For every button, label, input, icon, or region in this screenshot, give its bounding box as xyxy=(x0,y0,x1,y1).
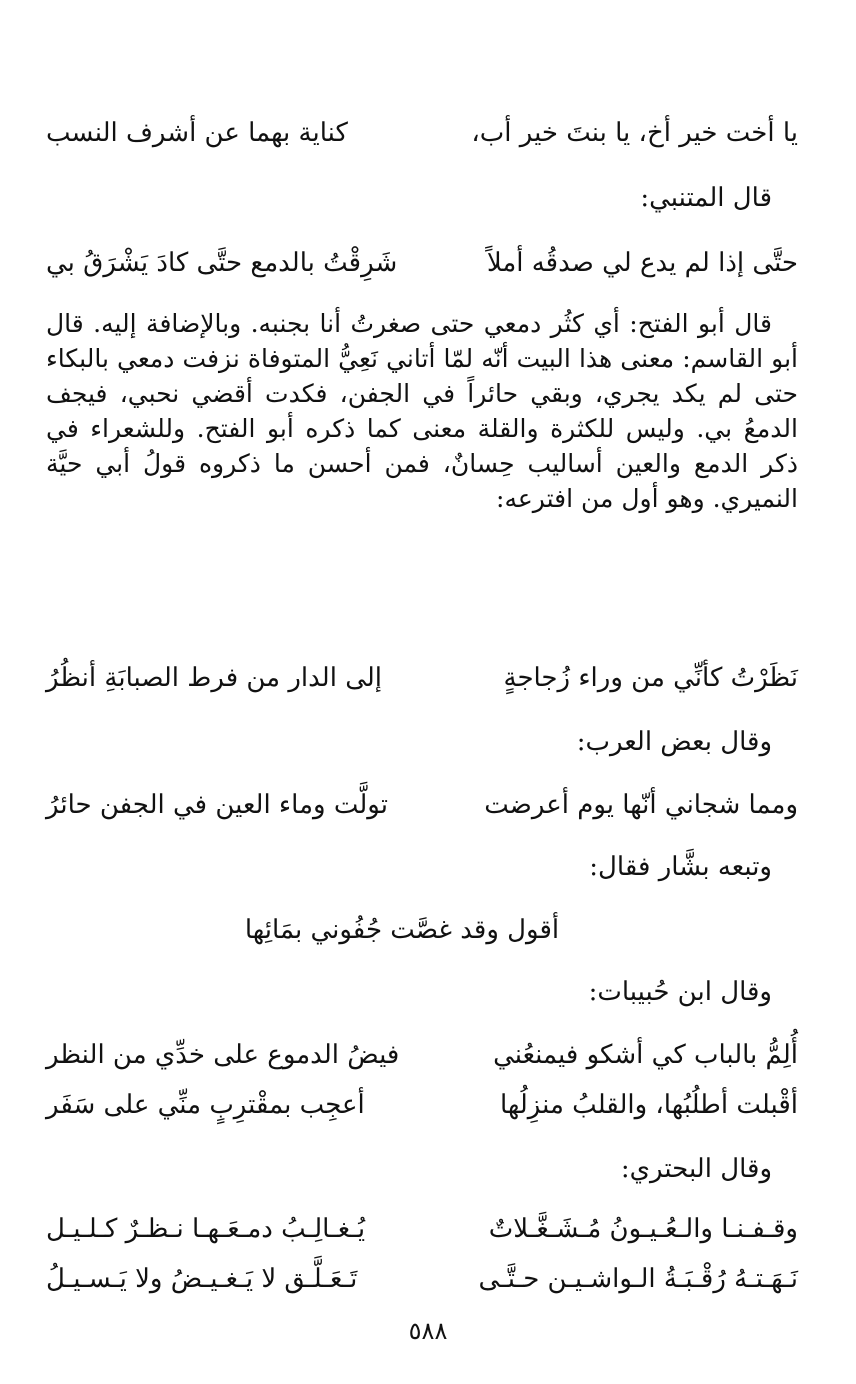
verse-first-hemistich: أقْبلت أطلُبُها، والقلبُ منزِلُها xyxy=(499,1090,798,1120)
verse-line-8 xyxy=(46,1207,798,1251)
verse-first-hemistich: حتَّى إذا لم يدع لي صدقُه أملاً xyxy=(486,248,798,278)
verse-line-3 xyxy=(46,656,798,700)
poet-intro-bashshar: وتبعه بشَّار فقال: xyxy=(589,852,772,882)
verse-second-hemistich: شَرِقْتُ بالدمع حتَّى كادَ يَشْرَقُ بي xyxy=(46,248,398,278)
verse-line-7 xyxy=(46,1083,798,1127)
verse-second-hemistich: يُـغـالِـبُ دمـعَـهـا نـظـرٌ كـلـيـل xyxy=(46,1214,366,1244)
verse-line-9 xyxy=(46,1257,798,1301)
verse-first-hemistich: ومما شجاني أنّها يوم أعرضت xyxy=(484,790,798,820)
commentary-paragraph: قال أبو الفتح: أي كثُر دمعي حتى صغرتُ أنا بجنبه. وبالإضافة إليه. قال أبو القاسم: معنى هذا البيت أنّه لمّا أتاني نَعِيُّ المتوفاة نزفت دمعي بالبكاء حتى لم يكد يجري، وبقي حائراً في الجفن، فكدت أقضي نحبي، فيجف الدمعُ بي. وليس للكثرة والقلة معنى كما ذكره أبو الفتح. وللشعراء في ذكر الدمع والعين أساليب حِسانٌ، فمن أحسن ما ذكروه قولُ أبي حيَّة النميري. وهو أول من افترعه: xyxy=(46,309,798,513)
verse-second-hemistich: كناية بهما عن أشرف النسب xyxy=(46,118,348,148)
verse-second-hemistich: أعجِب بمقْترِبٍ منِّي على سَفَر xyxy=(46,1090,365,1120)
poet-intro-mutanabbi: قال المتنبي: xyxy=(640,183,772,213)
verse-first-hemistich: وقـفـنـا والـعُـيـونُ مُـشَـغَّـلاتٌ xyxy=(488,1214,798,1244)
poet-intro-buhturi: وقال البحتري: xyxy=(620,1154,772,1184)
verse-line-1 xyxy=(46,111,798,155)
poet-intro-hubaybat: وقال ابن حُبيبات: xyxy=(588,977,772,1007)
verse-first-hemistich: أُلِمُّ بالباب كي أشكو فيمنعُني xyxy=(493,1040,798,1070)
verse-second-hemistich: تَـعَـلَّـق لا يَـغـيـضُ ولا يَـسـيـلُ xyxy=(46,1264,358,1294)
verse-line-2 xyxy=(46,241,798,285)
single-hemistich-line: أقول وقد غصَّت جُفُوني بمَائِها xyxy=(244,915,560,945)
verse-first-hemistich: نَـهَـتـهُ رُقْـبَـةُ الـواشـيـن حـتَّـى xyxy=(478,1264,798,1294)
page-number: ٥٨٨ xyxy=(408,1317,448,1345)
verse-first-hemistich: نَظَرْتُ كأنِّي من وراء زُجاجةٍ xyxy=(503,663,798,693)
verse-second-hemistich: فيضُ الدموع على خدِّي من النظر xyxy=(46,1040,400,1070)
verse-line-4 xyxy=(46,783,798,827)
verse-second-hemistich: تولَّت وماء العين في الجفن حائرُ xyxy=(46,790,388,820)
poet-intro-arab: وقال بعض العرب: xyxy=(576,727,772,757)
verse-second-hemistich: إلى الدار من فرط الصبابَةِ أنظُرُ xyxy=(46,663,383,693)
verse-first-hemistich: يا أخت خير أخ، يا بنتَ خير أب، xyxy=(471,118,798,148)
verse-line-6 xyxy=(46,1033,798,1077)
